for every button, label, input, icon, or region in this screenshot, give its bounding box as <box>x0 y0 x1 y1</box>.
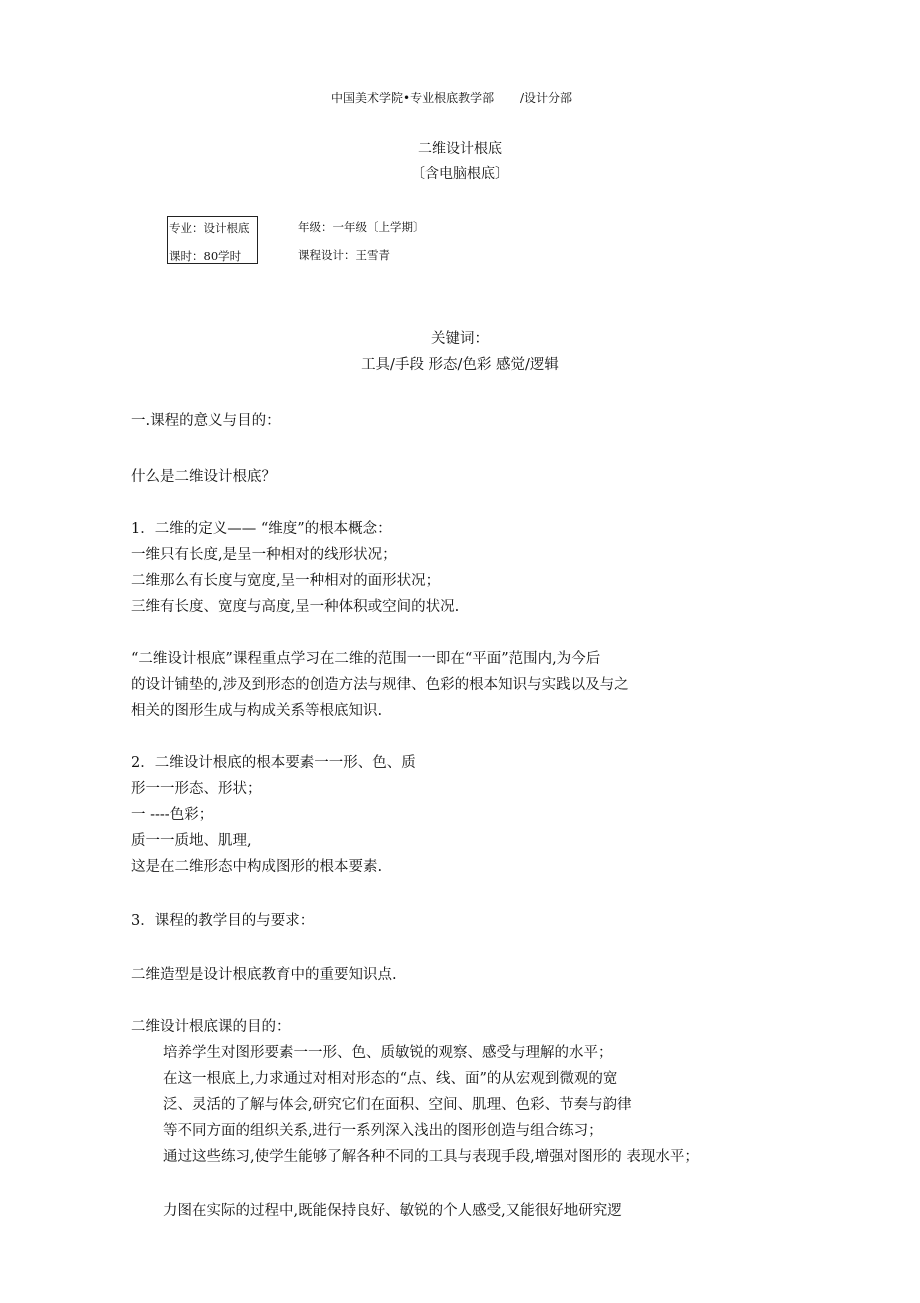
keywords-label: 关键词： <box>431 331 489 347</box>
goal-line: 泛、灵活的了解与体会,研究它们在面积、空间、肌理、色彩、节奏与韵律 <box>163 1097 632 1113</box>
point1-paragraph-line: 的设计铺垫的,涉及到形态的创造方法与规律、色彩的根本知识与实践以及与之 <box>131 677 629 693</box>
point3-statement: 二维造型是设计根底教育中的重要知识点. <box>131 967 397 983</box>
point2-line: 这是在二维形态中构成图形的根本要素. <box>131 859 383 875</box>
point1-line: 二维那么有长度与宽度,呈一种相对的面形状况； <box>131 573 441 589</box>
course-meta-box <box>167 216 258 264</box>
closing-line: 力图在实际的过程中,既能保持良好、敏锐的个人感受,又能很好地研究逻 <box>163 1203 622 1219</box>
point1-paragraph-line: “二维设计根底”课程重点学习在二维的范围一一即在“平面”范围内,为今后 <box>131 651 601 667</box>
keywords-list: 工具/手段 形态/色彩 感觉/逻辑 <box>361 357 559 373</box>
goal-line: 等不同方面的组织关系,进行一系列深入浅出的图形创造与组合练习； <box>163 1123 603 1139</box>
meta-hours: 课时：80学时 <box>169 249 242 263</box>
meta-designer: 课程设计：王雪青 <box>298 248 390 262</box>
point3-heading: 3．课程的教学目的与要求： <box>131 913 315 929</box>
point2-line: 形一一形态、形状； <box>131 781 262 797</box>
header-department: /设计分部 <box>520 91 573 105</box>
point2-heading: 2．二维设计根底的根本要素一一形、色、质 <box>131 755 416 771</box>
point1-paragraph-line: 相关的图形生成与构成关系等根底知识. <box>131 703 383 719</box>
meta-grade: 年级：一年级〔上学期〕 <box>298 220 425 234</box>
meta-major: 专业：设计根底 <box>169 221 250 235</box>
goal-line: 培养学生对图形要素一一形、色、质敏锐的观察、感受与理解的水平； <box>163 1045 613 1061</box>
goal-line: 通过这些练习,使学生能够了解各种不同的工具与表现手段,增强对图形的 表现水平； <box>163 1149 699 1165</box>
point1-heading: 1．二维的定义—— “维度”的根本概念： <box>131 521 392 537</box>
document-subtitle: 〔含电脑根底〕 <box>411 166 509 182</box>
point1-line: 一维只有长度,是呈一种相对的线形状况； <box>131 547 397 563</box>
goals-heading: 二维设计根底课的目的： <box>131 1019 291 1035</box>
section-heading: 一.课程的意义与目的： <box>131 413 281 429</box>
document-title: 二维设计根底 <box>418 141 502 157</box>
header-institution: 中国美术学院•专业根底教学部 <box>331 91 495 105</box>
point1-line: 三维有长度、宽度与高度,呈一种体积或空间的状况. <box>131 599 460 615</box>
section-question: 什么是二维设计根底？ <box>131 469 276 485</box>
point2-line: 一 ----色彩； <box>131 807 214 823</box>
point2-line: 质一一质地、肌理, <box>131 833 252 849</box>
goal-line: 在这一根底上,力求通过对相对形态的“点、线、面”的从宏观到微观的宽 <box>163 1071 618 1087</box>
